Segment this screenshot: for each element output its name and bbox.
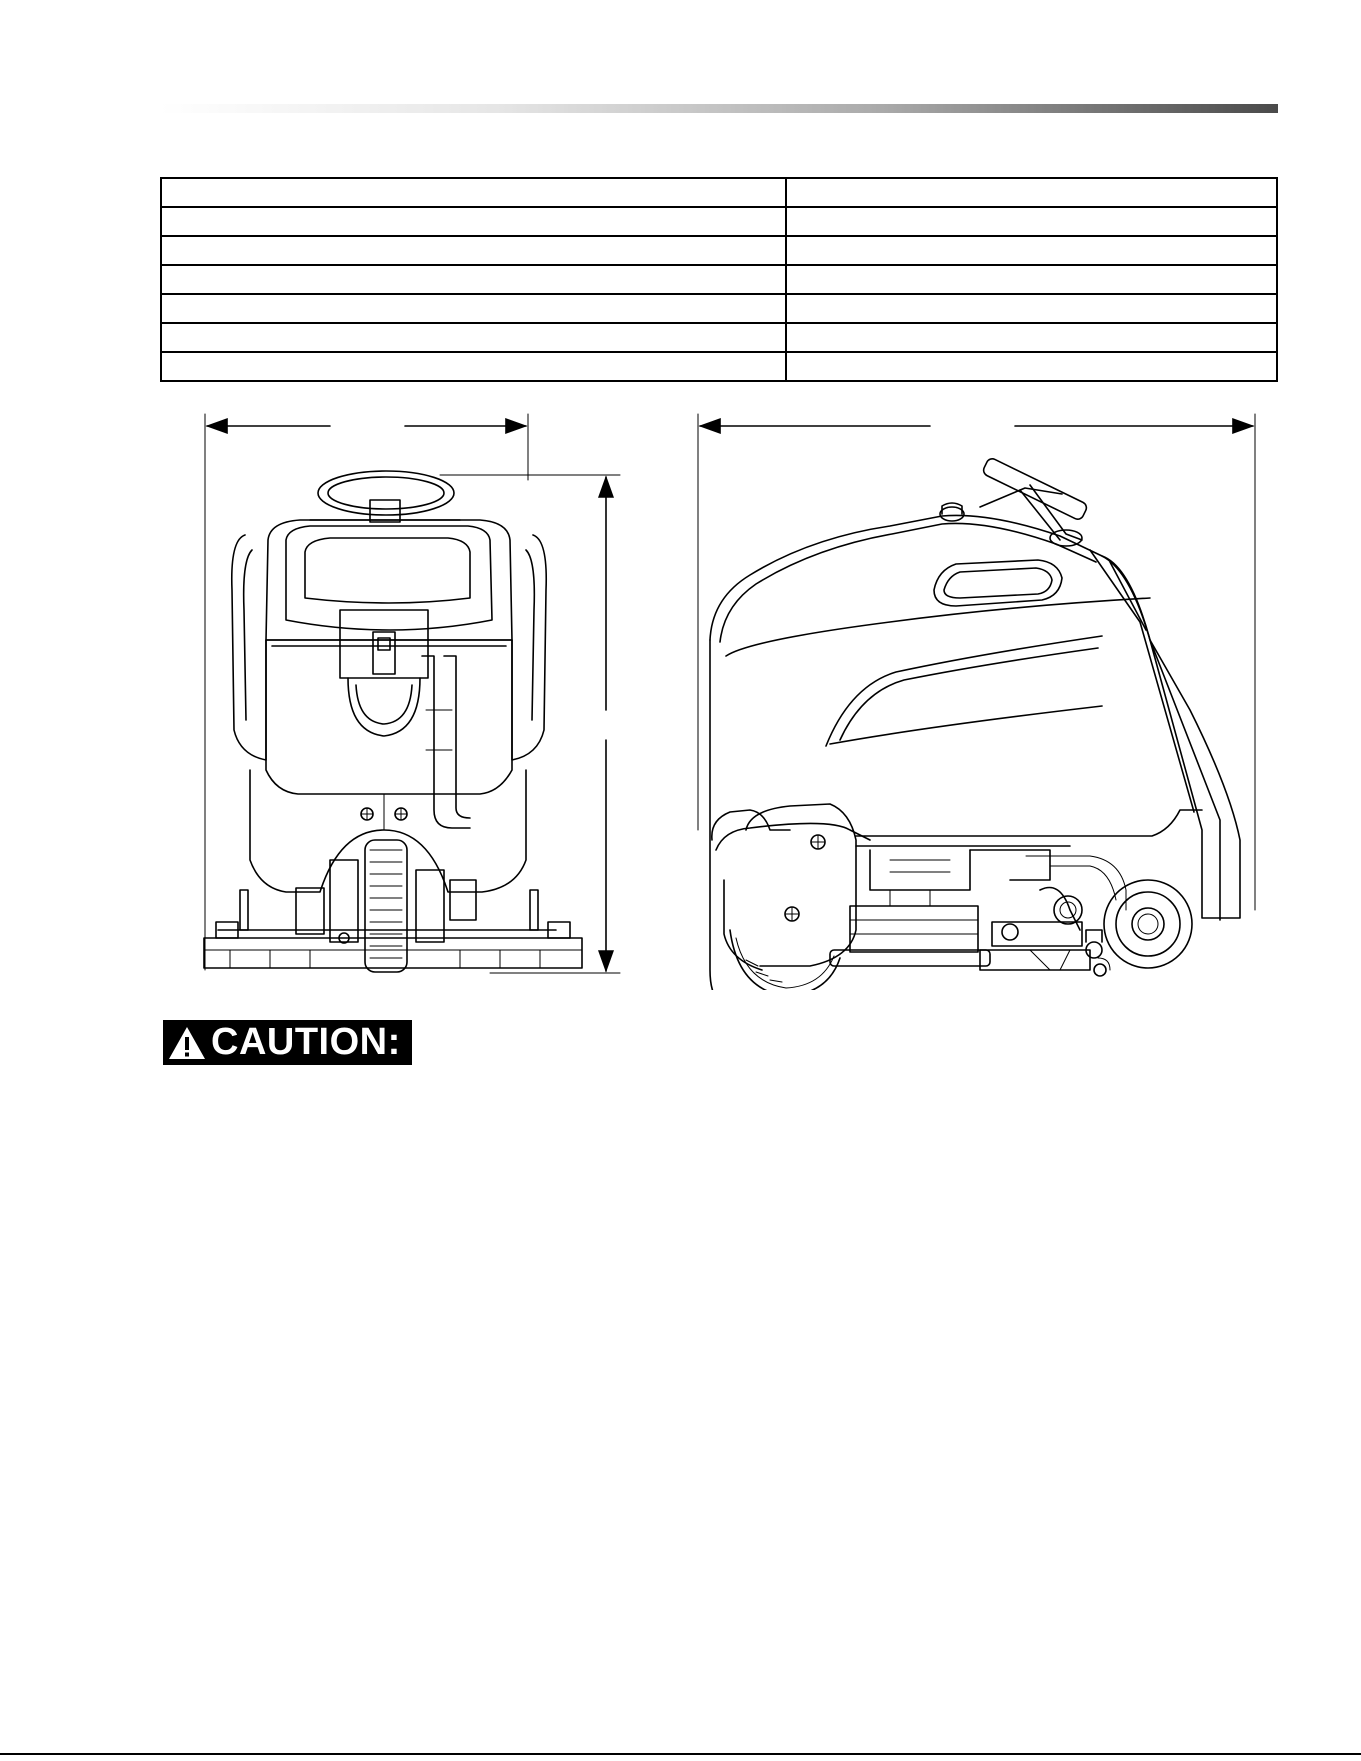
footer-rule <box>0 1753 1361 1755</box>
table-cell <box>161 178 786 207</box>
side-view-drawing <box>698 414 1255 990</box>
warning-triangle-icon <box>167 1025 207 1061</box>
spec-table <box>160 177 1278 382</box>
table-cell <box>786 294 1277 323</box>
caution-text: CAUTION: <box>211 1021 401 1063</box>
table-cell <box>161 207 786 236</box>
table-cell <box>161 352 786 381</box>
table-cell <box>786 207 1277 236</box>
table-row <box>161 323 1277 352</box>
table-cell <box>161 294 786 323</box>
table-cell <box>161 236 786 265</box>
table-cell <box>786 265 1277 294</box>
table-cell <box>786 236 1277 265</box>
header-gradient-bar <box>160 104 1278 113</box>
table-cell <box>786 352 1277 381</box>
table-cell <box>161 265 786 294</box>
table-row <box>161 207 1277 236</box>
table-cell <box>786 323 1277 352</box>
table-row <box>161 178 1277 207</box>
table-row <box>161 265 1277 294</box>
table-cell <box>786 178 1277 207</box>
front-view-drawing <box>204 414 620 973</box>
table-row <box>161 352 1277 381</box>
table-row <box>161 294 1277 323</box>
caution-label <box>163 1020 412 1065</box>
machine-dimension-drawing <box>190 410 1270 990</box>
table-cell <box>161 323 786 352</box>
table-row <box>161 236 1277 265</box>
